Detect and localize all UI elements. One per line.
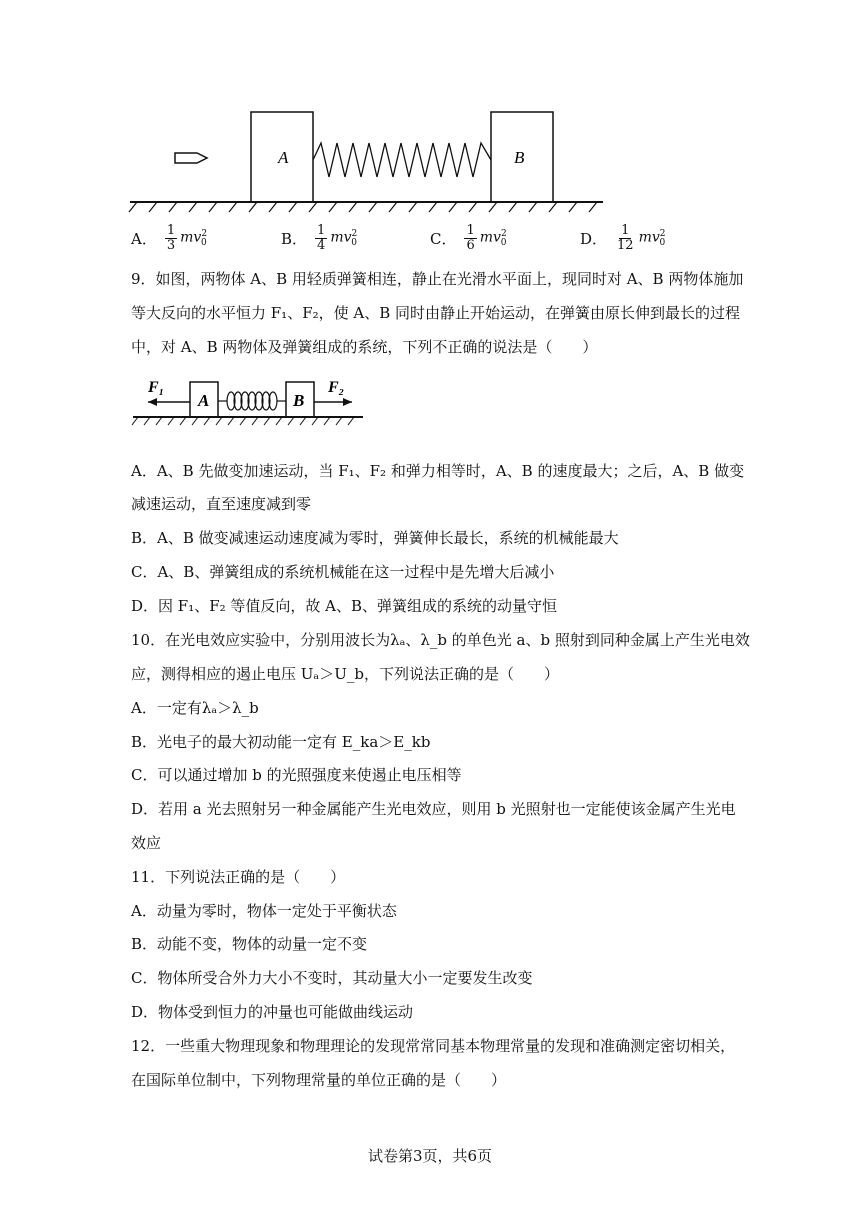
page-footer: 试卷第3页，共6页	[367, 1147, 493, 1165]
q11-stem: 11．下列说法正确的是（ ）	[131, 868, 346, 886]
force-f1-label: F₁	[148, 379, 165, 396]
block-b-label: B	[514, 148, 525, 167]
ground-hatching	[132, 417, 354, 425]
spring	[313, 143, 491, 177]
q10-option-d-line-1: D．若用 a 光去照射另一种金属能产生光电效应，则用 b 光照射也一定能使该金属产生光电	[131, 800, 736, 818]
force-f2-label: F₂	[328, 379, 345, 396]
q12-stem-line-1: 12．一些重大物理现象和物理理论的发现常常同基本物理常量的发现和准确测定密切相关，	[131, 1037, 736, 1055]
q9-stem-line-3: 中，对 A、B 两物体及弹簧组成的系统，下列不正确的说法是（ ）	[131, 338, 598, 356]
q8-option-b: B． $\frac{1}{4}$ $mv^2_0$	[281, 223, 358, 253]
q9-option-c: C．A、B、弹簧组成的系统机械能在这一过程中是先增大后减小	[131, 563, 555, 581]
block-b-label: B	[293, 391, 305, 410]
q11-option-b: B．动能不变，物体的动量一定不变	[131, 935, 368, 953]
q10-option-c: C．可以通过增加 b 的光照强度来使遏止电压相等	[131, 766, 462, 784]
q10-stem-line-1: 10．在光电效应实验中，分别用波长为λₐ、λ_b 的单色光 a、b 照射到同种金属上产生光电效	[131, 631, 750, 649]
q12-stem-line-2: 在国际单位制中，下列物理常量的单位正确的是（ ）	[131, 1071, 507, 1089]
q9-option-d: D．因 F₁、F₂ 等值反向，故 A、B、弹簧组成的系统的动量守恒	[131, 597, 558, 615]
q9-option-a-line-2: 减速运动，直至速度减到零	[131, 495, 312, 513]
q8-option-a: A． $\frac{1}{3}$ $mv^2_0$	[131, 223, 208, 253]
spring	[218, 392, 286, 410]
figure-forces-spring-blocks	[128, 372, 368, 434]
q8-option-d: D． $\frac{1}{12}$ $mv^2_0$	[580, 223, 666, 253]
arrow-right-icon	[343, 398, 352, 406]
q9-stem-line-2: 等大反向的水平恒力 F₁、F₂，使 A、B 同时由静止开始运动，在弹簧由原长伸到最长的过程	[131, 304, 741, 322]
block-a-label: A	[278, 148, 289, 167]
q9-option-a-line-1: A．A、B 先做变加速运动，当 F₁、F₂ 和弹力相等时，A、B 的速度最大；之后，A、B 做变	[131, 462, 745, 480]
q10-stem-line-2: 应，测得相应的遏止电压 Uₐ＞U_b，下列说法正确的是（ ）	[131, 665, 559, 683]
q8-option-c: C． $\frac{1}{6}$ $mv^2_0$	[430, 223, 507, 253]
q10-option-a: A．一定有λₐ＞λ_b	[131, 699, 259, 717]
q11-option-a: A．动量为零时，物体一定处于平衡状态	[131, 902, 397, 920]
q11-option-d: D．物体受到恒力的冲量也可能做曲线运动	[131, 1003, 414, 1021]
q10-option-b: B．光电子的最大初动能一定有 E_ka＞E_kb	[131, 733, 431, 751]
q10-option-d-line-2: 效应	[131, 834, 162, 852]
figure-bullet-spring-blocks	[125, 105, 615, 220]
block-a-label: A	[198, 391, 210, 410]
arrow-left-icon	[148, 398, 157, 406]
q9-stem-line-1: 9．如图，两物体 A、B 用轻质弹簧相连，静止在光滑水平面上，现同时对 A、B 两物体施加	[131, 270, 744, 288]
q11-option-c: C．物体所受合外力大小不变时，其动量大小一定要发生改变	[131, 969, 533, 987]
q9-option-b: B．A、B 做变减速运动速度减为零时，弹簧伸长最长，系统的机械能最大	[131, 529, 619, 547]
bullet-icon	[175, 153, 207, 163]
ground-hatching	[129, 202, 597, 212]
